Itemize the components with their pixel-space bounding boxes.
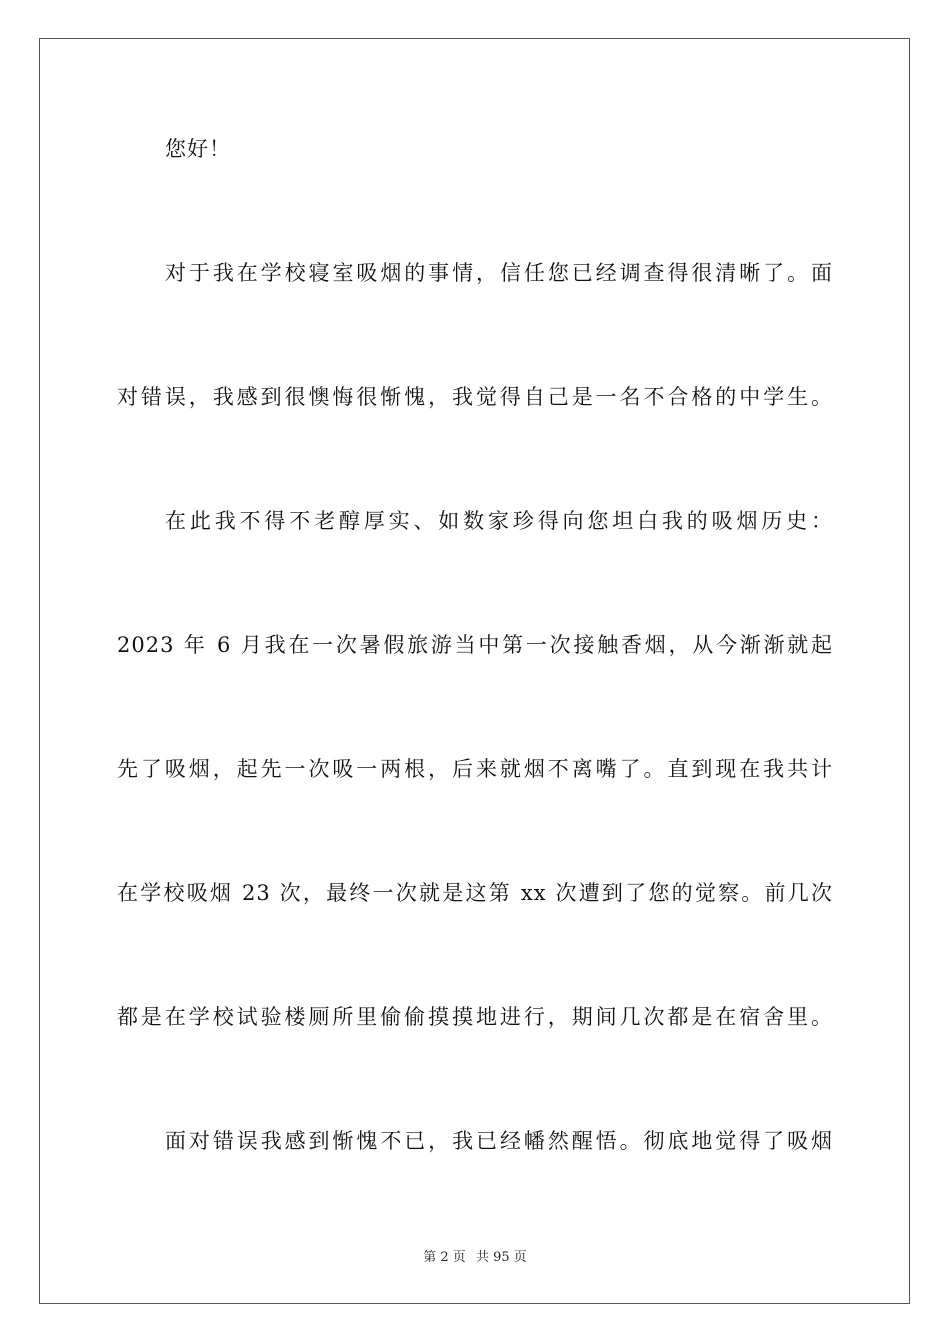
text-line-2: 对错误，我感到很懊悔很惭愧，我觉得自己是一名不合格的中学生。 (117, 385, 833, 409)
text-line-8: 面对错误我感到惭愧不已，我已经幡然醒悟。彻底地觉得了吸烟 (165, 1129, 833, 1153)
total-pages: 共 95 页 (475, 1250, 527, 1265)
text-line-greeting: 您好！ (165, 137, 231, 161)
text-line-3: 在此我不得不老醇厚实、如数家珍得向您坦白我的吸烟历史： (165, 509, 833, 533)
text-line-1: 对于我在学校寝室吸烟的事情，信任您已经调查得很清晰了。面 (165, 261, 833, 285)
page-border (39, 38, 910, 1304)
page-number: 第 2 页 (423, 1250, 466, 1265)
text-line-7: 都是在学校试验楼厕所里偷偷摸摸地进行，期间几次都是在宿舍里。 (117, 1005, 833, 1029)
text-line-6: 在学校吸烟 23 次，最终一次就是这第 xx 次遭到了您的觉察。前几次 (117, 881, 833, 905)
text-line-4: 2023 年 6 月我在一次暑假旅游当中第一次接触香烟，从今渐渐就起 (117, 633, 833, 657)
text-line-5: 先了吸烟，起先一次吸一两根，后来就烟不离嘴了。直到现在我共计 (117, 757, 833, 781)
page-footer (0, 1249, 950, 1267)
